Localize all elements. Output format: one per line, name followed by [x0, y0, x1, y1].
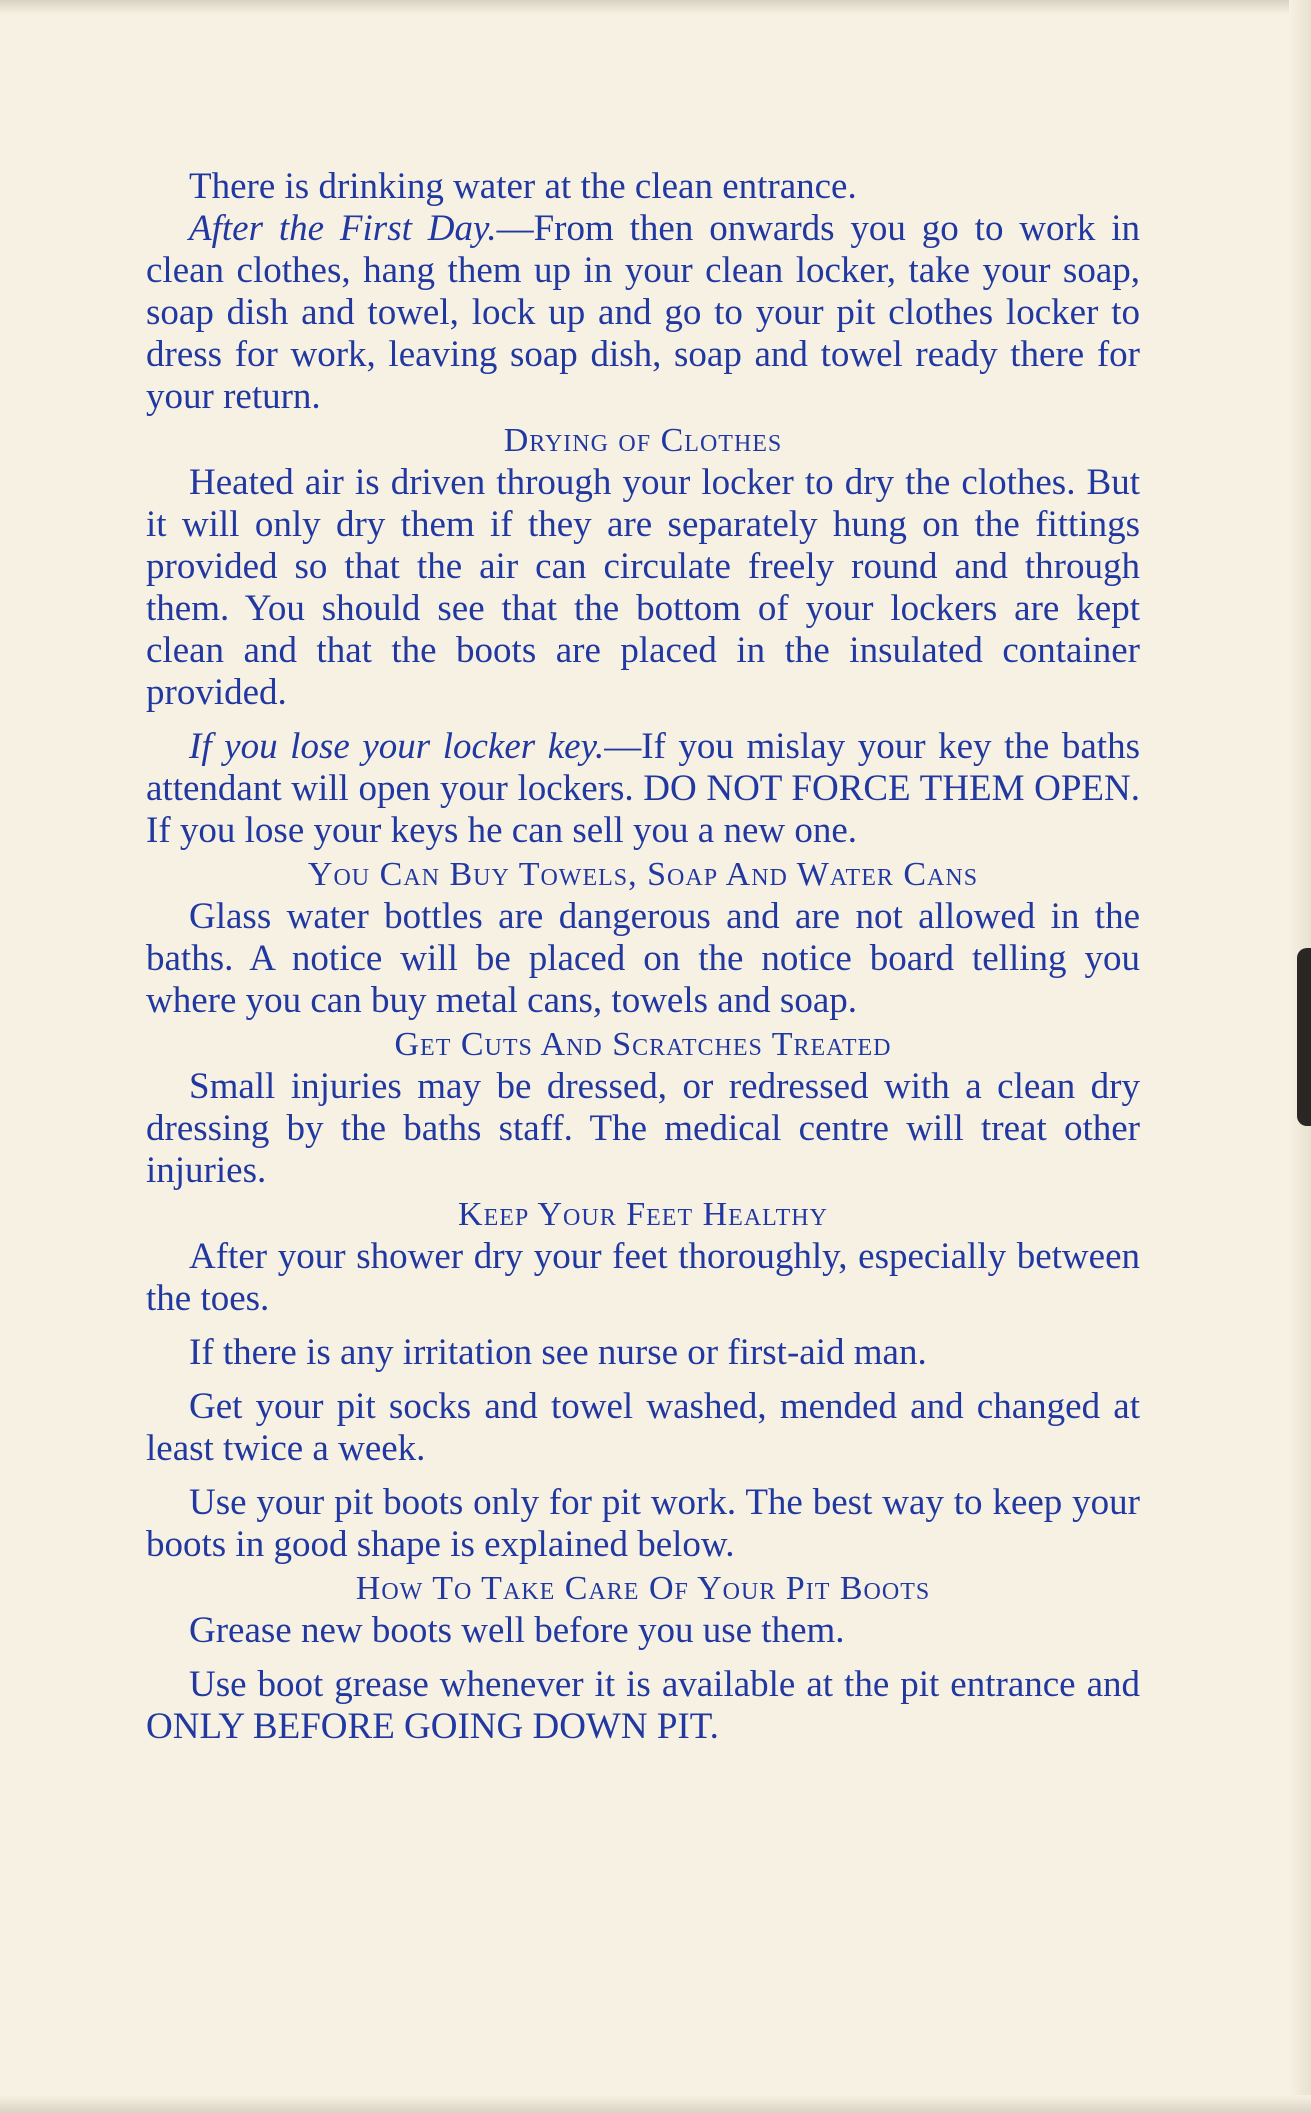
feet-paragraph-2: If there is any irritation see nurse or first-aid man. — [189, 1332, 927, 1373]
heading-drying-of-clothes: Drying of Clothes — [503, 422, 783, 459]
heading-buy-towels: You Can Buy Towels, Soap And Water Cans — [307, 856, 979, 893]
staple — [1297, 948, 1311, 1126]
drying-paragraph: Heated air is driven through your locker to dry the clothes. But it will only dry them if they are separately hung on the fittings provided so that the air can circulate freely round and through them. You should see that the bottom of your lockers are kept clean and that the boots are placed in the insulated container provided. — [146, 462, 1140, 713]
page-body — [146, 166, 1140, 1748]
feet-paragraph-3: Get your pit socks and towel washed, mended and changed at least twice a week. — [146, 1386, 1140, 1469]
lost-key-paragraph — [146, 726, 1140, 852]
boots-paragraph-1: Grease new boots well before you use them. — [189, 1610, 845, 1651]
heading-pit-boots: How To Take Care Of Your Pit Boots — [355, 1570, 931, 1607]
feet-paragraph-1: After your shower dry your feet thoroughly, especially between the toes. — [146, 1236, 1140, 1319]
lost-key-text: —If you mislay your key the baths attendant will open your lockers. DO NOT FORCE THEM OPEN. If you lose your keys he can sell you a new one. — [146, 726, 1140, 851]
intro-text: There is drinking water at the clean entrance. — [189, 166, 857, 207]
page-bottom-edge — [0, 2095, 1311, 2113]
lost-key-label: If you lose your locker key. — [189, 726, 605, 767]
after-first-day-paragraph — [146, 208, 1140, 418]
after-first-day-label: After the First Day. — [189, 208, 497, 249]
cuts-paragraph: Small injuries may be dressed, or redressed with a clean dry dressing by the baths staff. The medical centre will treat other injuries. — [146, 1066, 1140, 1191]
boots-paragraph-2: Use boot grease whenever it is available at the pit entrance and ONLY BEFORE GOING DOWN PIT. — [146, 1664, 1140, 1747]
intro-paragraph — [146, 166, 1140, 208]
buy-paragraph: Glass water bottles are dangerous and are not allowed in the baths. A notice will be placed on the notice board telling you where you can buy metal cans, towels and soap. — [146, 896, 1140, 1021]
page-top-edge — [0, 0, 1311, 14]
feet-paragraph-4: Use your pit boots only for pit work. The best way to keep your boots in good shape is explained below. — [146, 1482, 1140, 1565]
heading-feet-healthy: Keep Your Feet Healthy — [458, 1196, 828, 1233]
after-first-day-text: —From then onwards you go to work in clean clothes, hang them up in your clean locker, take your soap, soap dish and towel, lock up and go to your pit clothes locker to dress for work, leaving soap dish, soap and towel ready there for your return. — [146, 208, 1140, 417]
heading-cuts-scratches: Get Cuts And Scratches Treated — [394, 1026, 892, 1063]
